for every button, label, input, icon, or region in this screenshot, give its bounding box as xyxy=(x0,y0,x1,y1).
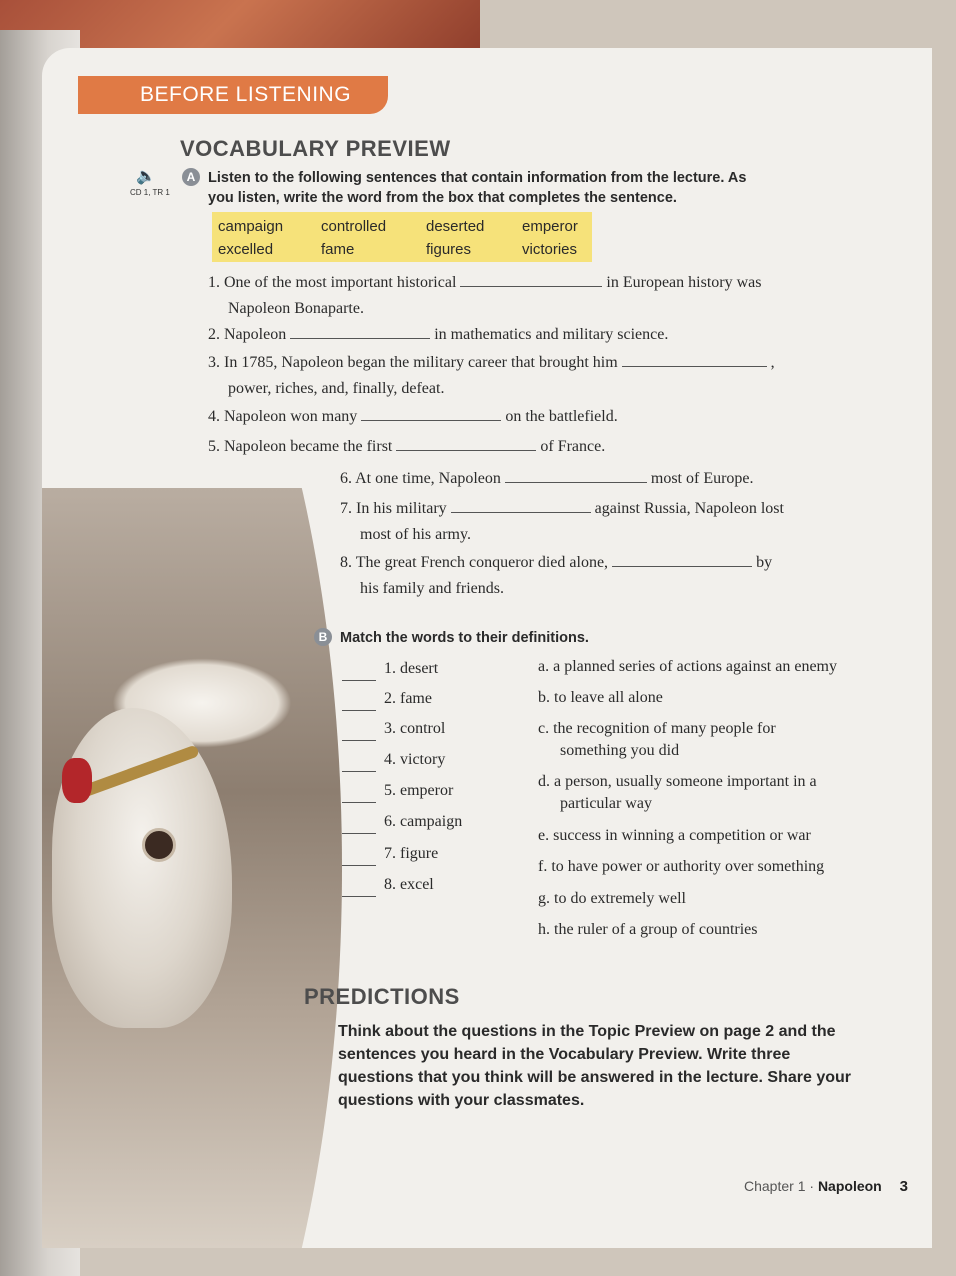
sentence-number: 7. xyxy=(340,500,352,517)
exercise-a-instructions xyxy=(182,168,802,208)
vocabulary-preview-title: VOCABULARY PREVIEW xyxy=(180,136,451,161)
match-answer-line[interactable] xyxy=(342,740,376,741)
definition-continuation: particular way xyxy=(560,795,652,812)
sentence-text-before: The great French conqueror died alone, xyxy=(355,554,609,571)
sentence-4 xyxy=(208,404,618,430)
horse-head xyxy=(52,708,232,1028)
sentence-text-before: At one time, Napoleon xyxy=(355,470,501,487)
match-word: 6. campaign xyxy=(384,813,463,830)
match-word: 5. emperor xyxy=(384,782,454,799)
page-number: 3 xyxy=(899,1178,908,1195)
definition: h. the ruler of a group of countries xyxy=(538,921,758,938)
predictions-text: Think about the questions in the Topic Preview on page 2 and the sentences you heard in the Vocabulary Preview. Write three questions that you think will be answered in the lecture. Share your questions with your classmates. xyxy=(338,1023,851,1109)
definition: c. the recognition of many people for xyxy=(538,720,776,737)
definition: a. a planned series of actions against an enemy xyxy=(538,658,837,675)
match-word: 8. excel xyxy=(384,876,434,893)
word-box xyxy=(212,212,592,262)
match-answer-line[interactable] xyxy=(342,802,376,803)
sentence-text-after: on the battlefield. xyxy=(505,408,618,425)
sentence-1 xyxy=(208,270,761,322)
sentence-text-after: against Russia, Napoleon lost xyxy=(594,500,784,517)
sentence-number: 8. xyxy=(340,554,352,571)
match-answer-line[interactable] xyxy=(342,771,376,772)
match-word: 3. control xyxy=(384,720,446,737)
sentence-text-before: Napoleon became the first xyxy=(224,438,393,455)
sentence-continuation: most of his army. xyxy=(360,526,471,543)
page-footer xyxy=(744,1178,908,1195)
word-box-item: fame xyxy=(321,241,355,258)
answer-blank[interactable] xyxy=(622,352,767,367)
definition: f. to have power or authority over something xyxy=(538,858,825,875)
section-tab: BEFORE LISTENING xyxy=(78,76,388,114)
exercise-b-text: Match the words to their definitions. xyxy=(340,630,589,646)
instructions-line-1: Listen to the following sentences that contain information from the lecture. As xyxy=(208,170,747,186)
sentence-number: 2. xyxy=(208,326,220,343)
cd-track-label: CD 1, TR 1 xyxy=(130,188,170,197)
match-answer-line[interactable] xyxy=(342,865,376,866)
sentence-number: 5. xyxy=(208,438,220,455)
word-box-item: emperor xyxy=(522,218,578,235)
match-word: 7. figure xyxy=(384,845,439,862)
sentence-text-after: in European history was xyxy=(606,274,762,291)
sentence-3 xyxy=(208,350,775,402)
answer-blank[interactable] xyxy=(290,324,430,339)
word-box-item: excelled xyxy=(218,241,274,258)
answer-blank[interactable] xyxy=(451,498,591,513)
answer-blank[interactable] xyxy=(361,406,501,421)
answer-blank[interactable] xyxy=(612,552,752,567)
sentence-continuation: power, riches, and, finally, defeat. xyxy=(228,380,445,397)
predictions-title: PREDICTIONS xyxy=(304,984,460,1009)
sentence-text-after: , xyxy=(770,354,775,371)
sentence-text-before: In 1785, Napoleon began the military career that brought him xyxy=(224,354,618,371)
horse-ribbon xyxy=(62,758,92,803)
match-answer-line[interactable] xyxy=(342,710,376,711)
word-box-item: victories xyxy=(522,241,578,258)
audio-speaker-icon[interactable]: 🔈 xyxy=(136,168,156,185)
sentence-text-before: In his military xyxy=(356,500,447,517)
definition: b. to leave all alone xyxy=(538,689,663,706)
definition: e. success in winning a competition or war xyxy=(538,827,811,844)
match-answer-line[interactable] xyxy=(342,833,376,834)
sentence-2 xyxy=(208,322,668,348)
exercise-a-badge: A xyxy=(182,168,200,186)
answer-blank[interactable] xyxy=(460,272,602,287)
instructions-line-2: you listen, write the word from the box that completes the sentence. xyxy=(208,190,677,206)
sentence-8 xyxy=(340,550,772,602)
answer-blank[interactable] xyxy=(396,436,536,451)
match-word: 4. victory xyxy=(384,751,446,768)
word-box-item: deserted xyxy=(426,218,485,235)
horse-illustration xyxy=(42,488,342,1248)
word-box-item: campaign xyxy=(218,218,284,235)
sentence-text-after: by xyxy=(756,554,773,571)
sentence-text-after: most of Europe. xyxy=(650,470,754,487)
match-word: 1. desert xyxy=(384,660,439,677)
exercise-b-badge: B xyxy=(314,628,332,646)
sentence-text-before: One of the most important historical xyxy=(224,274,457,291)
horse-eye xyxy=(142,828,176,862)
footer-topic: Napoleon xyxy=(817,1178,882,1194)
answer-blank[interactable] xyxy=(505,468,647,483)
definition: d. a person, usually someone important in a xyxy=(538,773,817,790)
sentence-number: 4. xyxy=(208,408,220,425)
sentence-5 xyxy=(208,434,605,460)
sentence-text-before: Napoleon won many xyxy=(224,408,358,425)
footer-chapter: Chapter 1 · xyxy=(744,1178,815,1194)
sentence-6 xyxy=(340,466,754,492)
sentence-number: 1. xyxy=(208,274,220,291)
definition-continuation: something you did xyxy=(560,742,680,759)
definition: g. to do extremely well xyxy=(538,890,686,907)
sentence-text-after: of France. xyxy=(540,438,606,455)
word-box-item: figures xyxy=(426,241,472,258)
word-box-item: controlled xyxy=(321,218,387,235)
sentence-continuation: his family and friends. xyxy=(360,580,504,597)
match-answer-line[interactable] xyxy=(342,896,376,897)
sentence-number: 3. xyxy=(208,354,220,371)
textbook-page xyxy=(42,48,932,1248)
sentence-text-before: Napoleon xyxy=(224,326,287,343)
sentence-number: 6. xyxy=(340,470,352,487)
exercise-b-instructions xyxy=(314,628,589,648)
sentence-continuation: Napoleon Bonaparte. xyxy=(228,300,364,317)
match-word: 2. fame xyxy=(384,690,432,707)
sentence-7 xyxy=(340,496,784,548)
match-answer-line[interactable] xyxy=(342,680,376,681)
sentence-text-after: in mathematics and military science. xyxy=(434,326,669,343)
